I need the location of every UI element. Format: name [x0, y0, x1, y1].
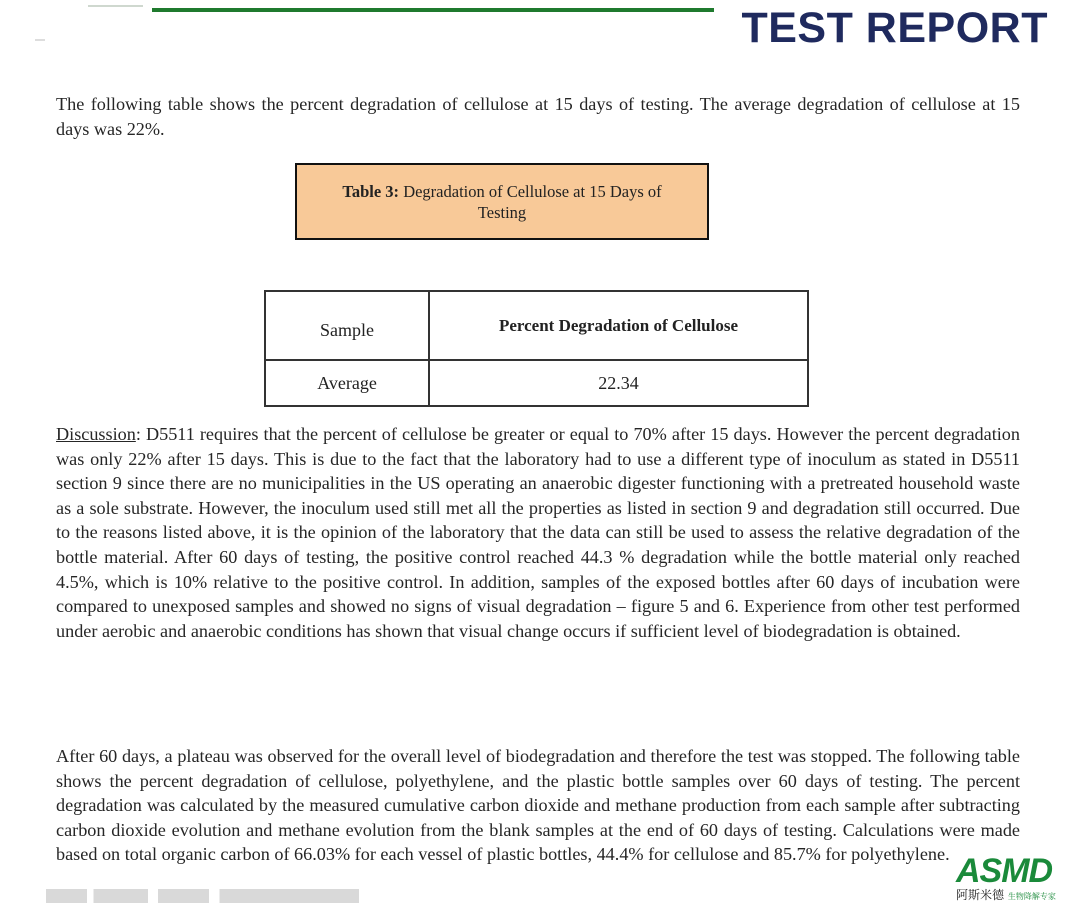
table-header-row [265, 291, 808, 360]
logo-brand: ASMD [956, 852, 1053, 890]
cell-value: 22.34 [429, 360, 808, 406]
header-rule [152, 8, 714, 12]
intro-paragraph: The following table shows the percent degradation of cellulose at 15 days of testing. The average degradation of cellulose at 15 days was 22%. [56, 94, 1020, 139]
conclusion-paragraph: After 60 days, a plateau was observed for the overall level of biodegradation and therefore the test was stopped. The following table shows the percent degradation of cellulose, polyethylene, and the plastic bottle samples over 60 days of testing. The percent degradation was calculated by the measured cumulative carbon dioxide and methane production from each sample after subtracting carbon dioxide evolution and methane evolution from the blank samples at the end of 60 days of testing. Calculations were made based on total organic carbon of 66.03% for each vessel of plastic bottles, 44.4% for cellulose and 85.7% for polyethylene. [56, 746, 1020, 865]
discussion-label: Discussion [56, 424, 136, 444]
logo-cn-name: 阿斯米德 [956, 888, 1005, 902]
caption-label: Table 3: [342, 181, 400, 201]
header-sample: Sample [265, 291, 429, 360]
footer-ghost-text [46, 889, 386, 903]
top-faint-rule [88, 5, 143, 7]
asmd-logo [952, 854, 1076, 904]
table-row [265, 360, 808, 406]
degradation-table [264, 290, 809, 407]
logo-cn-text [956, 886, 1056, 903]
cell-sample: Average [265, 360, 429, 406]
discussion-paragraph [56, 422, 1020, 643]
table-caption [295, 163, 709, 240]
scan-mark [35, 39, 45, 41]
report-title: TEST REPORT [741, 4, 1048, 52]
caption-text: Degradation of Cellulose at 15 Days of Testing [403, 181, 662, 222]
header-percent: Percent Degradation of Cellulose [429, 291, 808, 360]
logo-cn-sub: 生物降解专家 [1007, 892, 1056, 901]
discussion-text: : D5511 requires that the percent of cellulose be greater or equal to 70% after 15 days. However the percent degradation was only 22% after 15 days. This is due to the fact that the laboratory had to use a different type of inoculum as stated in D5511 section 9 since there are no municipalities in the US operating an anaerobic digester functioning with a pretreated household waste as a sole substrate. However, the inoculum used still met all the properties as listed in section 9 and degradation still occurred. Due to the reasons listed above, it is the opinion of the laboratory that the data can still be used to assess the relative degradation of the bottle material. After 60 days of testing, the positive control reached 44.3 % degradation while the bottle material only reached 4.5%, which is 10% relative to the positive control. In addition, samples of the exposed bottles after 60 days of incubation were compared to unexposed samples and showed no signs of visual degradation – figure 5 and 6. Experience from other test performed under aerobic and anaerobic conditions has shown that visual change occurs if sufficient level of biodegradation is obtained. [56, 424, 1020, 641]
